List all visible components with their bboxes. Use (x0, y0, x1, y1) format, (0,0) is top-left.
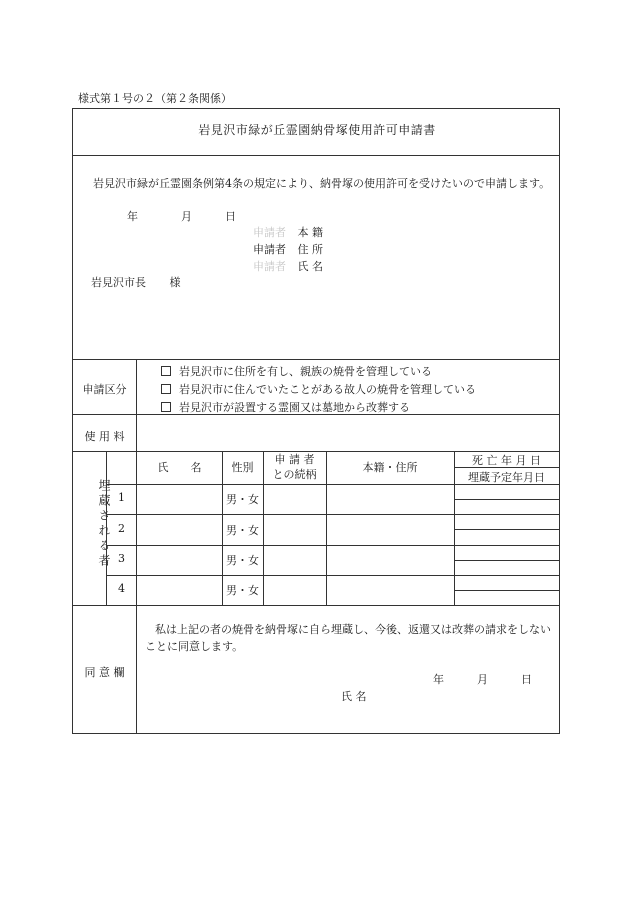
application-date (127, 208, 236, 224)
sex-select[interactable]: 男・女 (226, 524, 259, 537)
date-day-label: 日 (521, 673, 532, 686)
date-year-label: 年 (433, 673, 444, 686)
divider (454, 590, 559, 591)
category-option-3[interactable]: 岩見沢市が設置する霊園又は墓地から改葬する (161, 399, 476, 417)
date-year-label: 年 (127, 210, 138, 223)
addressee-name: 岩見沢市長 (91, 276, 146, 289)
date-month-label: 月 (181, 210, 192, 223)
category-options (161, 363, 476, 417)
sex-select[interactable]: 男・女 (226, 493, 259, 506)
divider (454, 560, 559, 561)
consent-label: 同 意 欄 (84, 666, 125, 679)
divider (73, 155, 559, 156)
divider (106, 484, 559, 485)
date-month-label: 月 (477, 673, 488, 686)
divider (454, 499, 559, 500)
buried-label: 埋蔵される者 (97, 479, 111, 569)
divider (73, 605, 559, 606)
application-form (72, 108, 560, 734)
category-label: 申請区分 (82, 383, 127, 396)
row-number: 3 (118, 552, 125, 565)
address-label: 住 所 (297, 243, 323, 256)
divider (454, 467, 559, 468)
consent-text: 私は上記の者の焼骨を納骨塚に自ら埋蔵し、今後、返還又は改葬の請求をしないことに同意します。 (145, 623, 551, 653)
row-number: 4 (118, 582, 125, 595)
applicant-block (253, 224, 323, 275)
row-number: 2 (118, 522, 125, 535)
header-relation: 申 請 者 との続柄 (272, 453, 317, 481)
date-day-label: 日 (225, 210, 236, 223)
applicant-address-row (253, 241, 323, 258)
divider (73, 359, 559, 360)
header-sex: 性別 (231, 461, 254, 474)
addressee (91, 274, 181, 290)
applicant-prefix: 申請者 (253, 260, 286, 273)
header-burial-date: 埋蔵予定年月日 (468, 471, 545, 484)
name-label: 氏 名 (297, 260, 323, 273)
fee-label: 使 用 料 (84, 430, 125, 443)
applicant-prefix: 申請者 (253, 243, 286, 256)
divider (106, 575, 559, 576)
divider (454, 529, 559, 530)
sex-select[interactable]: 男・女 (226, 584, 259, 597)
addressee-honorific: 様 (169, 276, 181, 289)
consent-date (433, 671, 532, 687)
row-number: 1 (118, 491, 125, 504)
applicant-prefix: 申請者 (253, 226, 286, 239)
applicant-domicile-row (253, 224, 323, 241)
form-number-label: 様式第１号の２（第２条関係） (78, 92, 232, 105)
sex-select[interactable]: 男・女 (226, 554, 259, 567)
checkbox[interactable] (161, 402, 171, 412)
form-title: 岩見沢市緑が丘霊園納骨塚使用許可申請書 (198, 123, 436, 137)
header-name: 氏 名 (157, 461, 202, 474)
header-domicile: 本籍・住所 (362, 461, 418, 474)
category-option-1[interactable]: 岩見沢市に住所を有し、親族の焼骨を管理している (161, 363, 476, 381)
divider (106, 545, 559, 546)
applicant-name-row (253, 258, 323, 275)
divider (106, 514, 559, 515)
header-death-date: 死 亡 年 月 日 (472, 454, 541, 467)
checkbox[interactable] (161, 384, 171, 394)
checkbox[interactable] (161, 366, 171, 376)
fee-field[interactable] (137, 415, 559, 451)
consent-name-label: 氏 名 (341, 690, 367, 703)
application-statement: 岩見沢市緑が丘霊園条例第4条の規定により、納骨塚の使用許可を受けたいので申請します。 (93, 177, 551, 190)
domicile-label: 本 籍 (297, 226, 323, 239)
category-option-2[interactable]: 岩見沢市に住んでいたことがある故人の焼骨を管理している (161, 381, 476, 399)
